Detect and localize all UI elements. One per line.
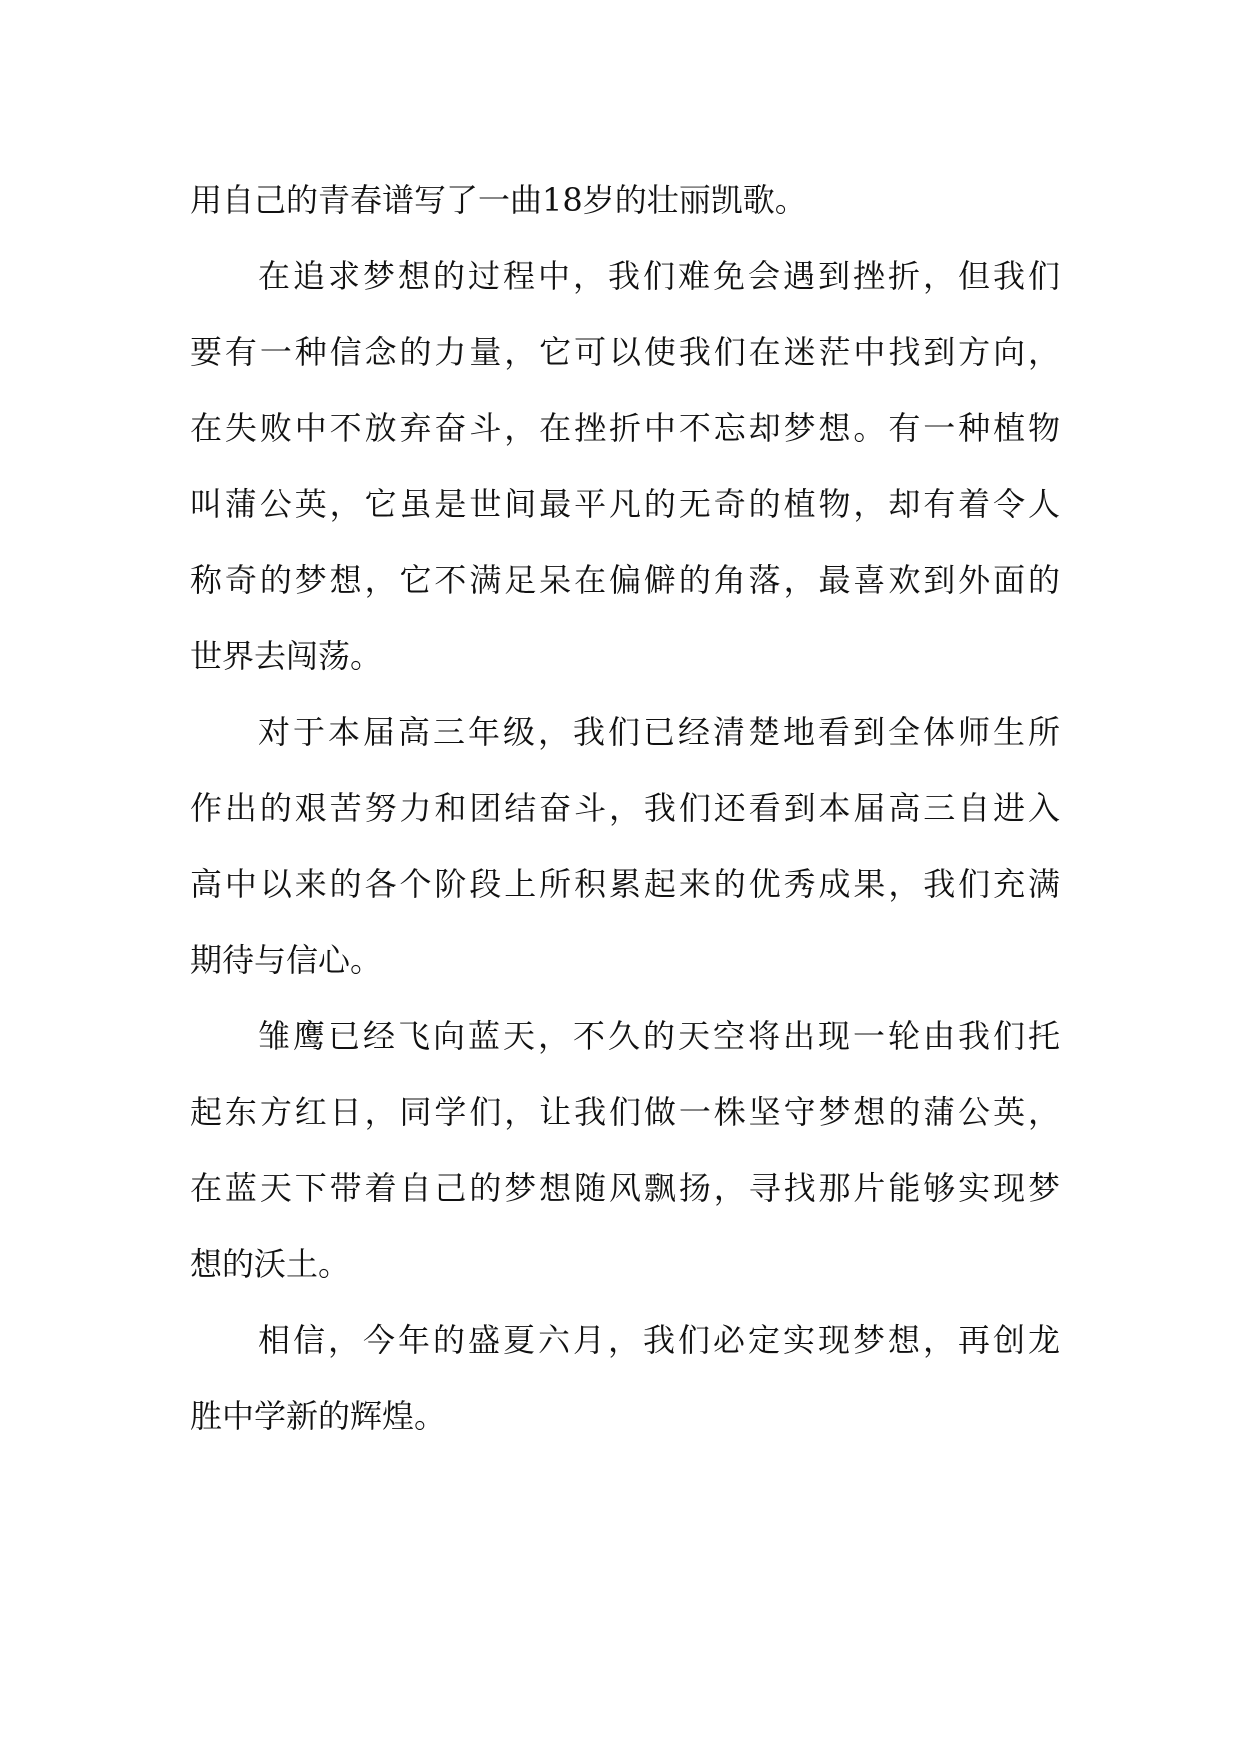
paragraph-line: 想的沃土。 bbox=[190, 1245, 351, 1283]
paragraph-line: 在追求梦想的过程中，我们难免会遇到挫折，但我们 bbox=[258, 257, 1060, 295]
paragraph-5 bbox=[190, 1310, 1060, 1462]
paragraph-line: 对于本届高三年级，我们已经清楚地看到全体师生所 bbox=[258, 713, 1060, 751]
paragraph-line: 相信，今年的盛夏六月，我们必定实现梦想，再创龙 bbox=[258, 1321, 1060, 1359]
paragraph-line: 期待与信心。 bbox=[190, 941, 383, 979]
paragraph-line: 称奇的梦想，它不满足呆在偏僻的角落，最喜欢到外面的 bbox=[190, 561, 1060, 599]
paragraph-line: 要有一种信念的力量，它可以使我们在迷茫中找到方向， bbox=[190, 333, 1060, 371]
paragraph-3 bbox=[190, 702, 1060, 1006]
paragraph-line: 胜中学新的辉煌。 bbox=[190, 1397, 447, 1435]
paragraph-1 bbox=[190, 170, 1060, 246]
paragraph-line: 叫蒲公英，它虽是世间最平凡的无奇的植物，却有着令人 bbox=[190, 485, 1060, 523]
paragraph-line: 在失败中不放弃奋斗，在挫折中不忘却梦想。有一种植物 bbox=[190, 409, 1060, 447]
paragraph-line: 用自己的青春谱写了一曲18岁的壮丽凯歌。 bbox=[190, 181, 807, 219]
paragraph-line: 高中以来的各个阶段上所积累起来的优秀成果，我们充满 bbox=[190, 865, 1060, 903]
paragraph-2 bbox=[190, 246, 1060, 702]
paragraph-line: 起东方红日，同学们，让我们做一株坚守梦想的蒲公英， bbox=[190, 1093, 1060, 1131]
paragraph-line: 世界去闯荡。 bbox=[190, 637, 383, 675]
paragraph-4 bbox=[190, 1006, 1060, 1310]
document-body bbox=[190, 170, 1060, 1462]
paragraph-line: 作出的艰苦努力和团结奋斗，我们还看到本届高三自进入 bbox=[190, 789, 1060, 827]
paragraph-line: 在蓝天下带着自己的梦想随风飘扬，寻找那片能够实现梦 bbox=[190, 1169, 1060, 1207]
paragraph-line: 雏鹰已经飞向蓝天，不久的天空将出现一轮由我们托 bbox=[258, 1017, 1060, 1055]
